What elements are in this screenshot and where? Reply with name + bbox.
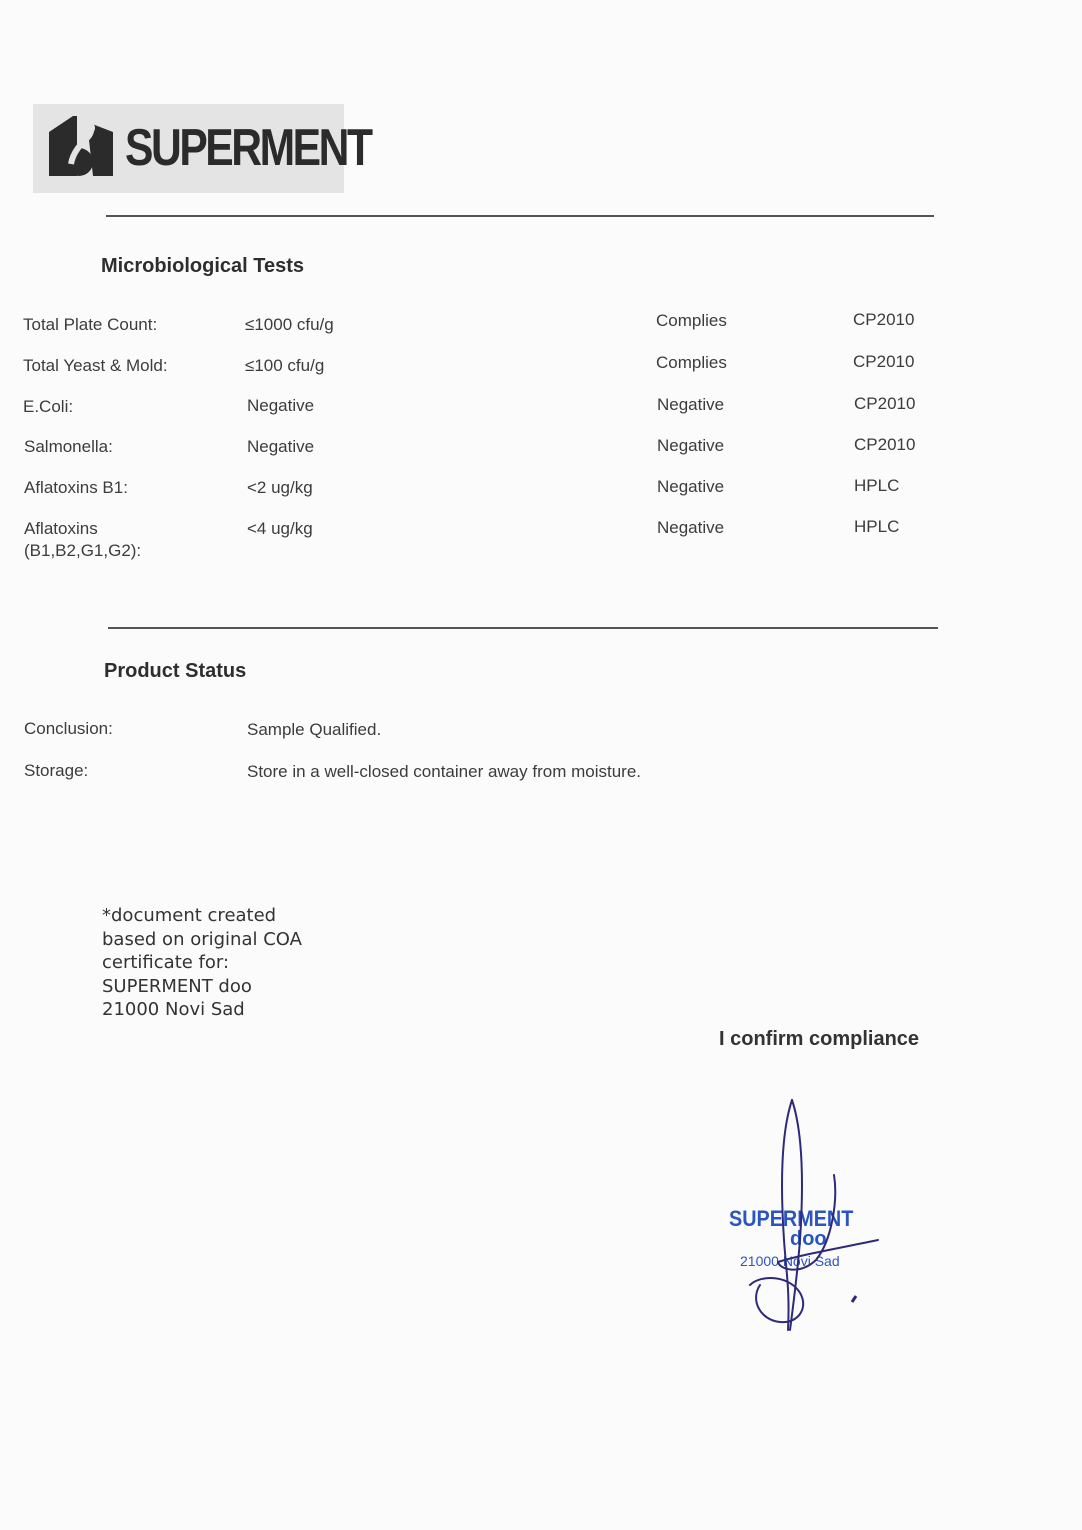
test-spec: ≤100 cfu/g <box>245 356 325 375</box>
signature-icon <box>720 1090 900 1340</box>
test-result: Negative <box>657 477 725 496</box>
test-method: CP2010 <box>854 435 916 454</box>
test-spec: Negative <box>247 437 315 456</box>
test-method: HPLC <box>854 517 900 536</box>
test-name: Aflatoxins B1: <box>24 478 128 497</box>
divider <box>108 627 938 629</box>
stamp-company-name: SUPERMENT <box>729 1206 854 1231</box>
footnote-line: SUPERMENT doo <box>102 975 252 997</box>
test-result: Negative <box>657 518 725 537</box>
test-spec: ≤1000 cfu/g <box>245 315 334 334</box>
storage-label: Storage: <box>24 761 89 780</box>
test-spec: <4 ug/kg <box>247 519 313 538</box>
logo-wordmark: SUPERMENT <box>125 119 371 177</box>
test-result: Negative <box>657 436 725 455</box>
section-title-product-status: Product Status <box>104 660 247 682</box>
test-name: Aflatoxins <box>24 519 98 538</box>
footnote <box>102 904 302 1022</box>
footnote-line: certificate for: <box>102 952 230 973</box>
test-method: CP2010 <box>854 394 916 413</box>
test-spec: Negative <box>247 396 315 415</box>
divider <box>106 215 934 217</box>
test-result: Complies <box>656 311 727 330</box>
test-name: Total Yeast & Mold: <box>23 356 168 375</box>
test-method: HPLC <box>854 476 900 495</box>
conclusion-label: Conclusion: <box>24 719 113 738</box>
section-title-microbiological: Microbiological Tests <box>101 255 304 277</box>
test-name: Total Plate Count: <box>23 315 158 334</box>
test-name: E.Coli: <box>23 397 74 416</box>
confirmation-text: I confirm compliance <box>719 1028 920 1050</box>
company-logo <box>33 104 371 193</box>
storage-value: Store in a well-closed container away from moisture. <box>247 762 641 781</box>
test-name: Salmonella: <box>24 437 113 456</box>
test-method: CP2010 <box>853 310 915 329</box>
test-result: Complies <box>656 353 727 372</box>
test-name-line2: (B1,B2,G1,G2): <box>24 541 142 560</box>
test-method: CP2010 <box>853 352 915 371</box>
footnote-line: 21000 Novi Sad <box>102 999 245 1020</box>
footnote-line: *document created <box>102 905 277 926</box>
superment-drop-icon <box>43 112 119 184</box>
test-spec: <2 ug/kg <box>247 478 313 497</box>
footnote-line: based on original COA <box>102 928 302 950</box>
stamp-company-type: doo <box>790 1228 827 1250</box>
test-result: Negative <box>657 395 725 414</box>
stamp-address: 21000 Novi Sad <box>740 1253 840 1269</box>
conclusion-value: Sample Qualified. <box>247 720 382 739</box>
